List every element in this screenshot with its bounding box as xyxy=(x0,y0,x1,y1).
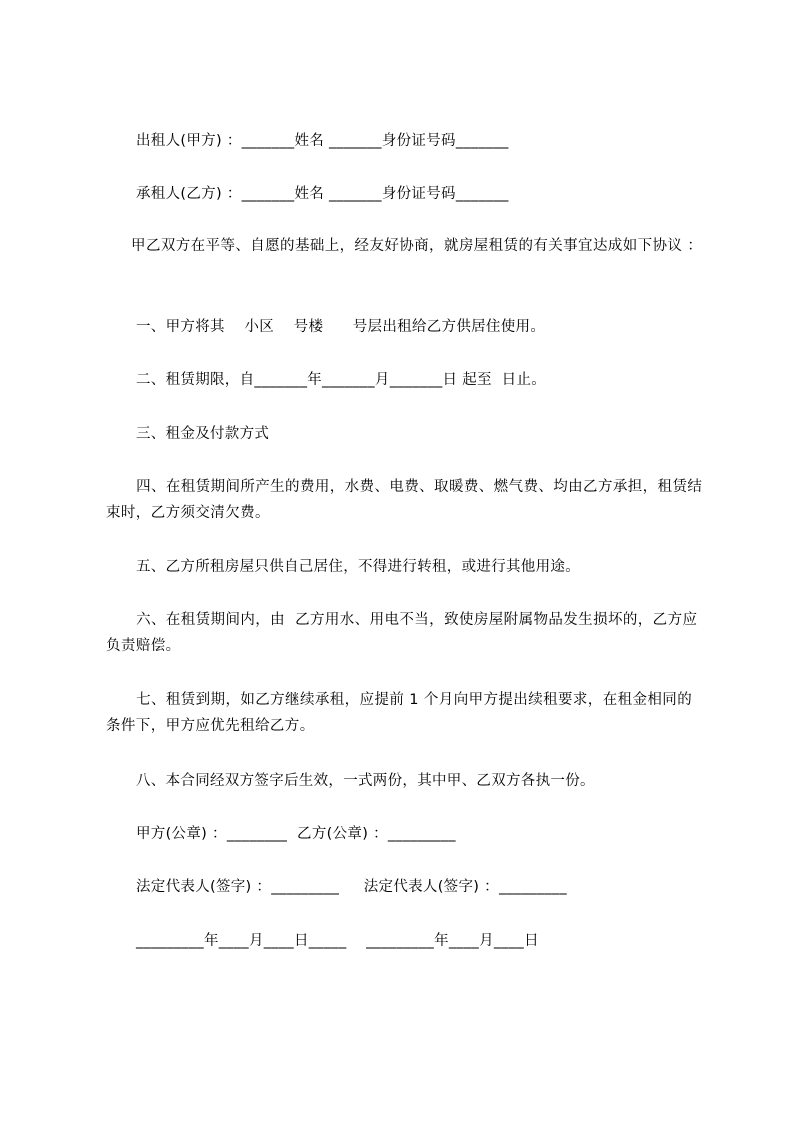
clause-4: 四、在租赁期间所产生的费用，水费、电费、取暖费、燃气费、均由乙方承担，租赁结束时，乙方须交清欠费。 xyxy=(106,479,703,521)
clause-2: 二、租赁期限，自_______年_______月_______日 起至 日止。 xyxy=(136,372,547,388)
lessor-line: 出租人(甲方) ：_______姓名 _______身份证号码_______ xyxy=(136,133,509,149)
clause-8: 八、本合同经双方签字后生效，一式两份，其中甲、乙双方各执一份。 xyxy=(136,773,595,789)
seal-line: 甲方(公章) ：________ 乙方(公章) ：_________ xyxy=(136,826,456,842)
clause-6: 六、在租赁期间内，由 乙方用水、用电不当，致使房屋附属物品发生损坏的，乙方应负责赔偿。 xyxy=(106,612,698,654)
clause-1: 一、甲方将其 小区 号楼 号层出租给乙方供居住使用。 xyxy=(136,319,546,335)
clause-3: 三、租金及付款方式 xyxy=(136,426,270,442)
intro-paragraph: 甲乙双方在平等、自愿的基础上，经友好协商，就房屋租赁的有关事宜达成如下协议 ： xyxy=(106,238,703,254)
clause-7: 七、租赁到期，如乙方继续承租，应提前 1 个月向甲方提出续租要求，在租金相同的条件下，甲方应优先租给乙方。 xyxy=(106,692,693,734)
representative-line: 法定代表人(签字) ：_________ 法定代表人(签字) ：_________ xyxy=(136,879,567,895)
date-line: _________年____月____日_____ _________年____月____日 xyxy=(136,933,539,949)
lessee-line: 承租人(乙方) ：_______姓名 _______身份证号码_______ xyxy=(136,186,509,202)
clause-5: 五、乙方所租房屋只供自己居住，不得进行转租，或进行其他用途。 xyxy=(136,559,580,575)
